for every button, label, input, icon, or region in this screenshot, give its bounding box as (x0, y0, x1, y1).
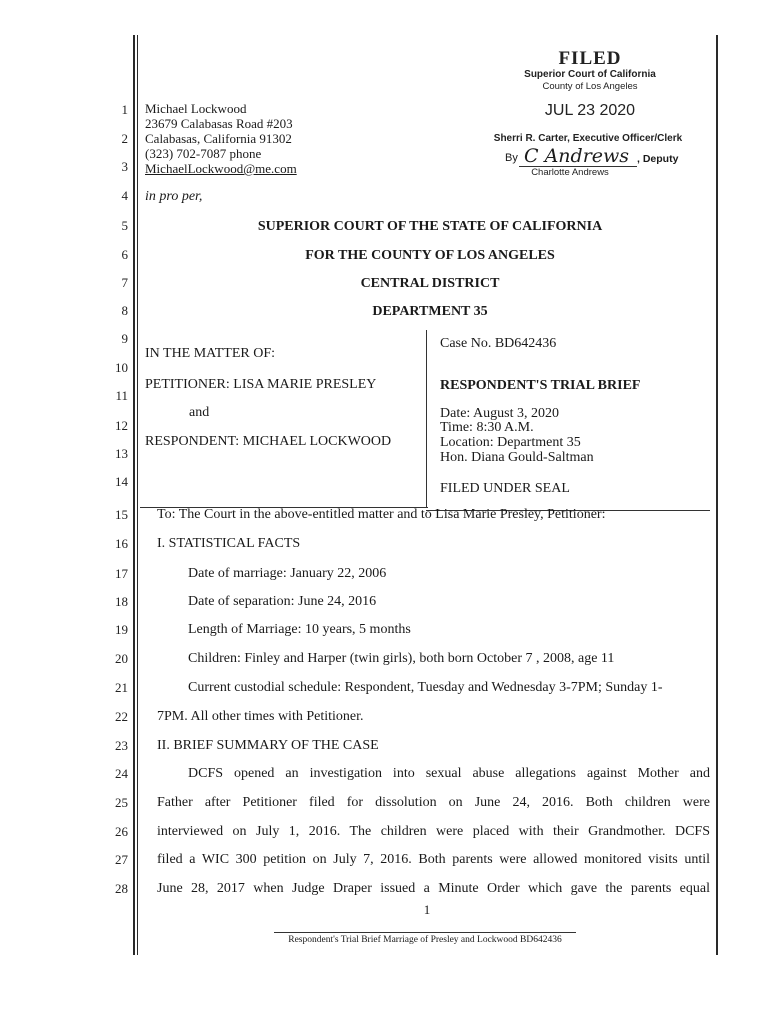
line-number-18: 18 (115, 594, 128, 609)
caption-document-title: RESPONDENT'S TRIAL BRIEF (440, 378, 641, 393)
caption-hearing-time: Time: 8:30 A.M. (440, 420, 534, 435)
line-number-27: 27 (115, 852, 128, 867)
line-number-26: 26 (115, 824, 128, 839)
summary-line-3: interviewed on July 1, 2016. The children were placed with their Grandmother. DCFS (157, 824, 710, 839)
caption-divider (426, 330, 427, 508)
line-number-25: 25 (115, 795, 128, 810)
attorney-phone: (323) 702-7087 phone (145, 146, 262, 161)
caption-judge: Hon. Diana Gould-Saltman (440, 450, 594, 465)
line-number-21: 21 (115, 680, 128, 695)
summary-line-1: DCFS opened an investigation into sexual abuse allegations against Mother and (188, 766, 710, 781)
filed-stamp-clerk-name: Charlotte Andrews (531, 167, 609, 178)
caption-respondent: RESPONDENT: MICHAEL LOCKWOOD (145, 434, 392, 449)
left-margin-rule-outer (133, 35, 135, 955)
line-number-6: 6 (121, 247, 128, 262)
attorney-address-2: Calabasas, California 91302 (145, 131, 292, 146)
fact-separation-date: Date of separation: June 24, 2016 (188, 594, 377, 609)
court-heading-1: SUPERIOR COURT OF THE STATE OF CALIFORNIA (257, 219, 603, 234)
attorney-address-1: 23679 Calabasas Road #203 (145, 116, 293, 131)
attorney-email: MichaelLockwood@me.com (145, 161, 297, 176)
caption-and: and (189, 405, 210, 420)
line-number-1: 1 (121, 102, 128, 117)
section-heading-summary: II. BRIEF SUMMARY OF THE CASE (157, 738, 379, 753)
filed-stamp-county: County of Los Angeles (542, 81, 638, 92)
fact-custody-1: Current custodial schedule: Respondent, Tuesday and Wednesday 3-7PM; Sunday 1- (188, 680, 663, 695)
fact-marriage-length: Length of Marriage: 10 years, 5 months (188, 622, 411, 637)
fact-custody-2: 7PM. All other times with Petitioner. (157, 709, 364, 724)
to-line: To: The Court in the above-entitled matter and to Lisa Marie Presley, Petitioner: (157, 507, 606, 522)
line-number-11: 11 (115, 388, 128, 403)
line-number-12: 12 (115, 418, 128, 433)
filed-stamp-title: FILED (558, 48, 622, 69)
caption-case-number: Case No. BD642436 (440, 336, 557, 351)
filed-stamp-deputy-label: , Deputy (637, 153, 679, 165)
court-heading-2: FOR THE COUNTY OF LOS ANGELES (305, 248, 555, 263)
summary-line-2: Father after Petitioner filed for dissolution on June 24, 2016. Both children were (157, 795, 710, 810)
line-number-8: 8 (121, 303, 128, 318)
line-number-23: 23 (115, 738, 128, 753)
filed-stamp-by-label: By (505, 152, 518, 164)
fact-children: Children: Finley and Harper (twin girls), both born October 7 , 2008, age 11 (188, 651, 615, 666)
line-number-14: 14 (115, 474, 128, 489)
filed-stamp-court: Superior Court of California (524, 69, 656, 80)
line-number-16: 16 (115, 536, 128, 551)
line-number-13: 13 (115, 446, 128, 461)
line-number-28: 28 (115, 881, 128, 896)
line-number-10: 10 (115, 360, 128, 375)
right-margin-rule (716, 35, 718, 955)
page-number: 1 (423, 902, 431, 917)
left-margin-rule-inner (137, 35, 138, 955)
caption-petitioner: PETITIONER: LISA MARIE PRESLEY (145, 377, 377, 392)
line-number-19: 19 (115, 622, 128, 637)
fact-marriage-date: Date of marriage: January 22, 2006 (188, 566, 387, 581)
caption-hearing-location: Location: Department 35 (440, 435, 581, 450)
line-number-9: 9 (121, 331, 128, 346)
caption-hearing-date: Date: August 3, 2020 (440, 406, 559, 421)
footer-rule (274, 932, 576, 933)
attorney-status: in pro per, (145, 189, 203, 204)
line-number-17: 17 (115, 566, 128, 581)
line-number-5: 5 (121, 218, 128, 233)
line-number-24: 24 (115, 766, 128, 781)
line-number-3: 3 (121, 159, 128, 174)
line-number-7: 7 (121, 275, 128, 290)
line-number-2: 2 (121, 131, 128, 146)
line-number-22: 22 (115, 709, 128, 724)
caption-matter: IN THE MATTER OF: (145, 346, 276, 361)
caption-seal-notice: FILED UNDER SEAL (440, 481, 570, 496)
filed-stamp-date: JUL 23 2020 (544, 102, 636, 119)
summary-line-5: June 28, 2017 when Judge Draper issued a Minute Order which gave the parents equal (157, 881, 710, 896)
line-number-4: 4 (121, 188, 128, 203)
line-number-20: 20 (115, 651, 128, 666)
clerk-signature: C Andrews (524, 145, 630, 167)
summary-line-4: filed a WIC 300 petition on July 7, 2016. Both parents were allowed monitored visits until (157, 852, 710, 867)
footer-title: Respondent's Trial Brief Marriage of Presley and Lockwood BD642436 (288, 935, 562, 945)
court-heading-4: DEPARTMENT 35 (372, 304, 488, 319)
filed-stamp-officer: Sherri R. Carter, Executive Officer/Clerk (493, 133, 683, 144)
line-number-15: 15 (115, 507, 128, 522)
attorney-name: Michael Lockwood (145, 101, 247, 116)
court-heading-3: CENTRAL DISTRICT (360, 276, 500, 291)
section-heading-statistical-facts: I. STATISTICAL FACTS (157, 536, 301, 551)
